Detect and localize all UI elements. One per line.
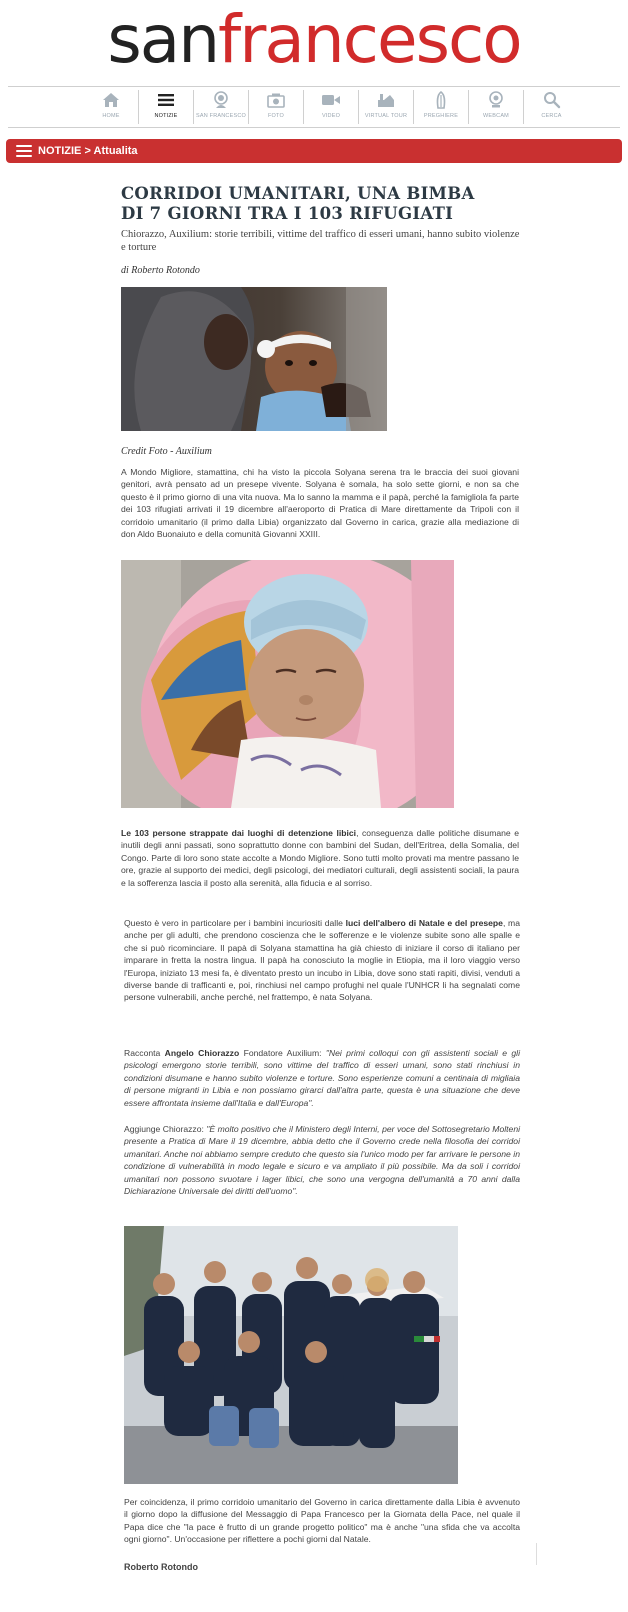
paragraph-3-highlight: luci dell'albero di Natale e del presepe bbox=[345, 918, 503, 928]
nav-label: SAN FRANCESCO bbox=[196, 113, 246, 119]
site-logo[interactable] bbox=[0, 2, 628, 80]
paragraph-4-highlight: Angelo Chiorazzo bbox=[164, 1048, 240, 1058]
nav-label: FOTO bbox=[268, 113, 284, 119]
main-nav bbox=[84, 90, 579, 124]
home-icon bbox=[102, 90, 120, 110]
nav-label: NOTIZIE bbox=[154, 113, 178, 119]
breadcrumb-separator: > bbox=[84, 145, 91, 157]
nav-label: VIRTUAL TOUR bbox=[364, 113, 408, 119]
header-divider-bottom bbox=[8, 127, 620, 128]
nav-label: PREGHIERE bbox=[423, 113, 459, 119]
article-paragraph-3 bbox=[124, 917, 520, 1004]
basilica-icon bbox=[376, 90, 396, 110]
prayer-icon bbox=[434, 90, 448, 110]
nav-item-notizie[interactable] bbox=[139, 90, 194, 124]
menu-icon bbox=[157, 90, 175, 110]
article-subtitle: Chiorazzo, Auxilium: storie terribili, vittime del traffico di esseri umani, hanno subito violenze e torture bbox=[121, 229, 520, 253]
paragraph-4-text-a: Racconta bbox=[124, 1048, 165, 1058]
nav-item-video[interactable] bbox=[304, 90, 359, 124]
breadcrumb bbox=[38, 145, 138, 157]
header-divider-top bbox=[8, 86, 620, 87]
article-author: di Roberto Rotondo bbox=[121, 265, 200, 276]
nav-item-virtual-tour[interactable] bbox=[359, 90, 414, 124]
article-paragraph-2 bbox=[121, 827, 519, 889]
breadcrumb-section[interactable]: NOTIZIE bbox=[38, 145, 82, 157]
nav-item-webcam[interactable] bbox=[469, 90, 524, 124]
nav-item-home[interactable] bbox=[84, 90, 139, 124]
logo-part-san: san bbox=[107, 1, 219, 78]
article-paragraph-4 bbox=[124, 1047, 520, 1109]
nav-label: HOME bbox=[102, 113, 120, 119]
nav-label: CERCA bbox=[541, 113, 562, 119]
paragraph-5-text: Aggiunge Chiorazzo: bbox=[124, 1124, 207, 1134]
article-paragraph-1: A Mondo Migliore, stamattina, chi ha visto la piccola Solyana serena tra le braccia dei suoi giovani genitori, avrà pensato ad un presepe vivente. Solyana è somala, ha solo sette giorni, e non sa che questo è il primo giorno di una vita nuova. Ma lo sanno la mamma e il papà, perché la famigliola fa parte dei 103 rifugiati arrivati il 19 dicembre all'aeroporto di Pratica di Mare direttamente da Tripoli con il corridoio umanitario (il primo dalla Libia) organizzato dal Governo in carica, grazie alla mediazione di don Aldo Buonaiuto e della comunità Giovanni XXIII. bbox=[121, 467, 519, 540]
article-paragraph-6: Per coincidenza, il primo corridoio umanitario del Governo in carica direttamente dalla Libia è avvenuto il giorno dopo la diffusione del Messaggio di Papa Francesco per la Giornata della Pace, nel quale il Papa dice che "la pace è frutto di un grande progetto politico" ma è anche "una sfida che va accolta ogni giorno". Un'occasione per riflettere a pochi giorni dal Natale. bbox=[124, 1497, 520, 1545]
paragraph-2-highlight: Le 103 persone strappate dai luoghi di detenzione libici bbox=[121, 828, 357, 838]
article-photo-group bbox=[124, 1226, 458, 1484]
search-icon bbox=[543, 90, 561, 110]
nav-label: VIDEO bbox=[321, 113, 341, 119]
nav-item-preghiere[interactable] bbox=[414, 90, 469, 124]
article-paragraph-5 bbox=[124, 1123, 520, 1197]
article-photo-newborn bbox=[121, 560, 454, 808]
article-signature: Roberto Rotondo bbox=[124, 1562, 198, 1572]
photo-credit: Credit Foto - Auxilium bbox=[121, 446, 212, 457]
photo-icon bbox=[267, 90, 285, 110]
paragraph-3-text-b: , ma anche per gli adulti, che prendono coscienza che le sofferenze e le violenze subite sono alle spalle e che si può ricominciare. Il papà di Solyana stamattina ha già chiesto di iniziare il corso di italiano per imparare in fretta la nostra lingua. Il papà ha conosciuto la moglie in Etiopia, ma il loro viaggio verso l'Europa, iniziato 13 mesi fa, è diventato presto un incubo in Libia, dove sono stati rapiti, divisi, venduti a diverse bande di trafficanti e, poi, rinchiusi nel campo profughi nel quale l'UNHCR li ha segnalati come persone vulnerabili, anche perché, nel frattempo, è nata Solyana. bbox=[124, 918, 520, 1003]
paragraph-4-quote: "Nei primi colloqui con gli assistenti sociali e gli psicologi emergono storie terribili, sono vittime del traffico di esseri umani, sono stati rinchiusi in condizioni disumane e hanno subito violenze e torture. Sono esperienze comuni a centinaia di migliaia di persone migranti in Libia e non possiamo girarci dall'altra parte, questa è una situazione che deve essere affrontata insieme dall'Italia e dall'Europa". bbox=[124, 1048, 520, 1108]
video-icon bbox=[321, 90, 341, 110]
right-divider bbox=[536, 1543, 537, 1565]
breadcrumb-bar bbox=[6, 139, 622, 163]
logo-part-francesco: francesco bbox=[218, 1, 521, 78]
saint-icon bbox=[213, 90, 229, 110]
article-title: CORRIDOI UMANITARI, UNA BIMBA DI 7 GIORNI TRA I 103 RIFUGIATI bbox=[121, 184, 475, 223]
nav-item-cerca[interactable] bbox=[524, 90, 579, 124]
hamburger-menu-icon[interactable] bbox=[16, 145, 32, 157]
article-photo-mother-baby bbox=[121, 287, 387, 431]
breadcrumb-subsection[interactable]: Attualita bbox=[93, 145, 138, 157]
nav-label: WEBCAM bbox=[483, 113, 509, 119]
paragraph-2-text: , conseguenza dalle politiche disumane e inutili degli anni passati, sono soprattutto donne con bambini del Sudan, dell'Eritrea, della Somalia, del Congo. Parte di loro sono state accolte a Mondo Migliore. Sono tutti molto provati ma mentre passano le ore, grazie al supporto dei medici, degli psicologi, dei mediatori culturali, degli assistenti sociali, la paura e la sofferenza lascia il posto alla serenità, alla fiducia e al sorriso. bbox=[121, 828, 520, 888]
nav-item-foto[interactable] bbox=[249, 90, 304, 124]
webcam-icon bbox=[488, 90, 504, 110]
paragraph-3-text-a: Questo è vero in particolare per i bambini incuriositi dalle bbox=[124, 918, 346, 928]
paragraph-4-text-b: Fondatore Auxilium: bbox=[239, 1048, 326, 1058]
nav-item-san-francesco[interactable] bbox=[194, 90, 249, 124]
paragraph-5-quote: "È molto positivo che il Ministero degli Interni, per voce del Sottosegretario Molteni presente a Pratica di Mare il 19 dicembre, abbia detto che il Governo crede nella filosofia dei corridoi umanitari. Anche noi abbiamo sempre creduto che questo sia l'unico modo per far arrivare le persone in condizione di vulnerabilità in modo legale e sicuro e va ampliato il più possibile. Ma da soli i corridoi umanitari non possono svuotare i lager libici, che sono una vergogna dell'umanità a 70 anni dalla Dichiarazione Universale dei diritti dell'uomo". bbox=[124, 1124, 521, 1197]
